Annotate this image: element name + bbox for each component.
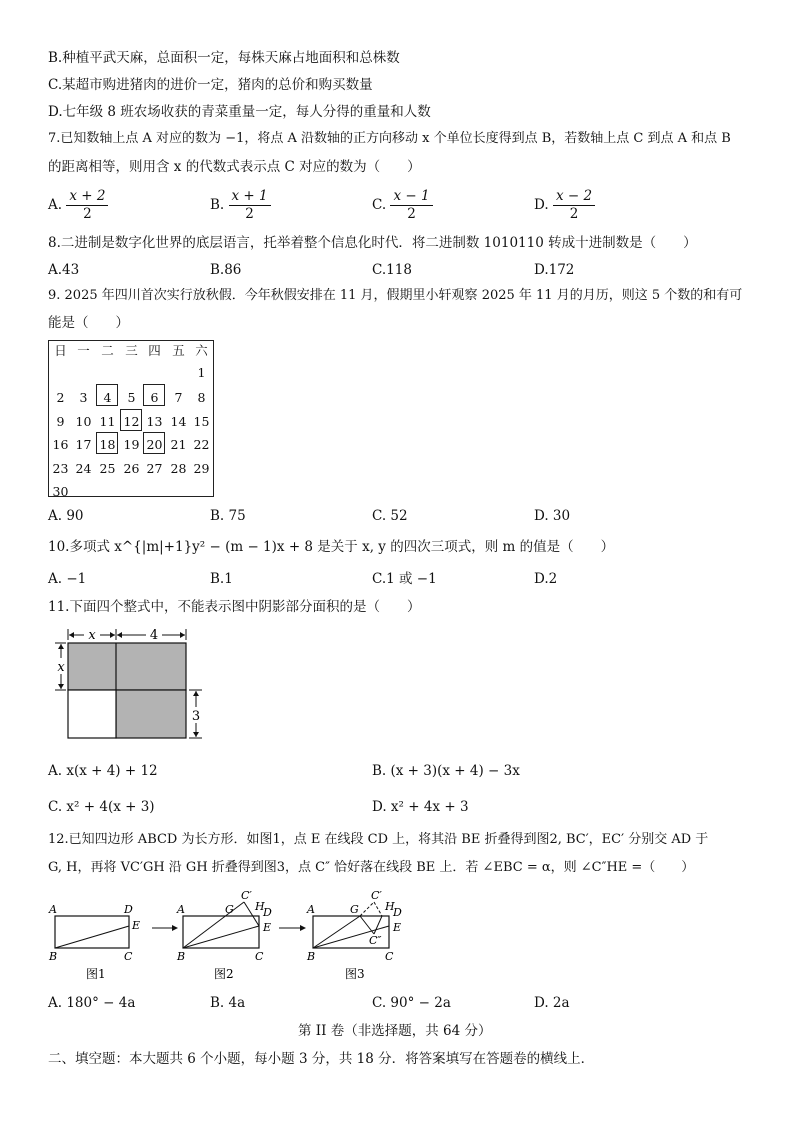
q7-option-c-label: C. xyxy=(372,197,387,213)
q12-figure3-label: 图3 xyxy=(345,967,365,981)
svg-text:D: D xyxy=(393,906,402,919)
calendar-day-cell: 11 xyxy=(99,414,116,429)
svg-text:C: C xyxy=(385,950,394,963)
calendar-header-cell: 五 xyxy=(172,343,185,358)
q11-stem: 11.下面四个整式中，不能表示图中阴影部分面积的是（ ） xyxy=(48,599,421,615)
calendar-day-cell: 17 xyxy=(75,437,92,452)
q6-option-b: B.种植平武天麻，总面积一定，每株天麻占地面积和总株数 xyxy=(48,50,400,66)
calendar-day-cell: 27 xyxy=(146,461,163,476)
fill-in-blank-instructions: 二、填空题：本大题共 6 个小题，每小题 3 分，共 18 分．将答案填写在答题卷的横线上． xyxy=(48,1051,595,1067)
svg-text:B: B xyxy=(177,950,186,963)
calendar-day-cell: 16 xyxy=(52,437,69,452)
q9-option-b: B. 75 xyxy=(210,508,246,524)
q11-top-4-label: 4 xyxy=(149,628,159,643)
calendar-day-cell: 18 xyxy=(99,437,116,452)
svg-text:E: E xyxy=(393,921,402,934)
svg-text:H: H xyxy=(385,900,395,913)
q9-option-d: D. 30 xyxy=(534,508,571,524)
calendar-day-cell: 23 xyxy=(52,461,69,476)
q12-option-b: B. 4a xyxy=(210,995,246,1011)
svg-text:C: C xyxy=(255,950,264,963)
calendar-header-cell: 四 xyxy=(148,343,161,358)
q6-option-d: D.七年级 8 班农场收获的青菜重量一定，每人分得的重量和人数 xyxy=(48,104,431,120)
svg-text:A: A xyxy=(177,903,185,916)
calendar-day-cell: 22 xyxy=(193,437,210,452)
calendar-header-cell: 三 xyxy=(125,343,138,358)
q8-stem: 8.二进制是数字化世界的底层语言，托举着整个信息化时代．将二进制数 1010110 转成十进制数是（ ） xyxy=(48,235,697,251)
calendar-day-cell: 2 xyxy=(56,390,65,405)
calendar-day-cell: 13 xyxy=(146,414,163,429)
calendar-day-cell: 26 xyxy=(123,461,140,476)
q12-option-a: A. 180° − 4a xyxy=(48,995,136,1011)
calendar-day-cell: 12 xyxy=(123,414,140,429)
q7-option-b-label: B. xyxy=(210,197,225,213)
q11-option-a: A. x(x + 4) + 12 xyxy=(48,763,158,779)
q8-option-d: D.172 xyxy=(534,262,575,278)
svg-text:D: D xyxy=(263,906,272,919)
q11-shaded-bottom-right xyxy=(116,690,186,738)
q7-option-a xyxy=(48,188,108,223)
svg-text:C: C xyxy=(124,950,133,963)
q8-option-a: A.43 xyxy=(48,262,80,278)
calendar-header-cell: 二 xyxy=(101,343,114,358)
svg-text:B: B xyxy=(49,950,58,963)
svg-text:D: D xyxy=(124,903,133,916)
calendar-day-cell: 14 xyxy=(170,414,187,429)
q9-stem-line1: 9. 2025 年四川首次实行放秋假．今年秋假安排在 11 月，假期里小轩观察 2025 年 11 月的月历，则这 5 个数的和有可 xyxy=(48,288,743,303)
calendar-day-cell: 7 xyxy=(174,390,183,405)
calendar-day-cell: 20 xyxy=(146,437,163,452)
q11-option-c: C. x² + 4(x + 3) xyxy=(48,799,155,815)
q7-option-a-label: A. xyxy=(48,197,63,213)
q7-option-d xyxy=(534,188,595,223)
q10-option-a: A. −1 xyxy=(48,571,87,587)
q11-shaded-top xyxy=(68,643,186,690)
q7-option-d-label: D. xyxy=(534,197,549,213)
q7-option-b-fraction: $\frac{x + 1}{2}$ xyxy=(229,188,271,223)
q9-stem-line2: 能是（ ） xyxy=(48,315,129,331)
q12-option-d: D. 2a xyxy=(534,995,570,1011)
q12-stem-line1: 12.已知四边形 ABCD 为长方形．如图1，点 E 在线段 CD 上，将其沿 BE 折叠得到图2, BC′，EC′ 分别交 AD 于 xyxy=(48,832,709,847)
calendar-day-cell: 9 xyxy=(56,414,65,429)
calendar-day-cell: 29 xyxy=(193,461,210,476)
q9-option-a: A. 90 xyxy=(48,508,84,524)
calendar-highlight-18 xyxy=(96,432,118,454)
calendar-day-cell: 19 xyxy=(123,437,140,452)
svg-text:E: E xyxy=(132,919,141,932)
svg-text:C′: C′ xyxy=(241,890,252,902)
svg-text:G: G xyxy=(350,903,359,916)
calendar-day-cell: 10 xyxy=(75,414,92,429)
calendar-header-cell: 一 xyxy=(77,343,90,358)
calendar-header-cell: 日 xyxy=(54,343,67,358)
q10-option-d: D.2 xyxy=(534,571,558,587)
svg-text:A: A xyxy=(49,903,57,916)
svg-text:H: H xyxy=(255,900,265,913)
svg-text:C″: C″ xyxy=(369,934,382,947)
q12-figures xyxy=(44,890,414,985)
q7-option-d-fraction: $\frac{x - 2}{2}$ xyxy=(553,188,595,223)
q10-stem: 10.多项式 x^{|m|+1}y² − (m − 1)x + 8 是关于 x, y 的四次三项式，则 m 的值是（ ） xyxy=(48,539,615,555)
q12-stem-line2: G, H，再将 VC′GH 沿 GH 折叠得到图3，点 C″ 恰好落在线段 BE 上．若 ∠EBC = α，则 ∠C″HE =（ ） xyxy=(48,860,695,875)
q12-figure2-label: 图2 xyxy=(214,967,234,981)
calendar-day-cell: 8 xyxy=(197,390,206,405)
calendar-day-cell: 30 xyxy=(52,484,69,499)
svg-text:G: G xyxy=(225,903,234,916)
calendar-day-cell: 15 xyxy=(193,414,210,429)
q7-stem-line2: 的距离相等，则用含 x 的代数式表示点 C 对应的数为（ ） xyxy=(48,159,421,175)
calendar-day-cell: 5 xyxy=(127,390,136,405)
calendar-highlight-20 xyxy=(143,432,165,454)
svg-text:A: A xyxy=(307,903,315,916)
q11-right-3-label: 3 xyxy=(191,709,201,724)
q11-figure xyxy=(50,626,210,746)
q7-stem-line1: 7.已知数轴上点 A 对应的数为 −1，将点 A 沿数轴的正方向移动 x 个单位长度得到点 B，若数轴上点 C 到点 A 和点 B xyxy=(48,131,731,146)
svg-text:E: E xyxy=(263,921,272,934)
q11-option-b: B. (x + 3)(x + 4) − 3x xyxy=(372,763,520,779)
calendar-day-cell: 6 xyxy=(150,390,159,405)
svg-text:B: B xyxy=(307,950,316,963)
q6-option-c: C.某超市购进猪肉的进价一定，猪肉的总价和购买数量 xyxy=(48,77,373,93)
calendar-day-cell: 3 xyxy=(79,390,88,405)
q10-option-c: C.1 或 −1 xyxy=(372,571,437,587)
q11-option-d: D. x² + 4x + 3 xyxy=(372,799,469,815)
q7-option-c-fraction: $\frac{x - 1}{2}$ xyxy=(390,188,432,223)
calendar-highlight-12 xyxy=(120,409,142,431)
calendar-highlight-4 xyxy=(96,384,118,406)
q9-option-c: C. 52 xyxy=(372,508,408,524)
calendar-header-cell: 六 xyxy=(195,343,208,358)
q10-option-b: B.1 xyxy=(210,571,233,587)
q11-white-bottom-left xyxy=(68,690,116,738)
calendar-day-cell: 21 xyxy=(170,437,187,452)
calendar-day-cell: 28 xyxy=(170,461,187,476)
calendar-day-cell: 24 xyxy=(75,461,92,476)
q8-option-c: C.118 xyxy=(372,262,412,278)
q8-option-b: B.86 xyxy=(210,262,242,278)
q7-option-a-fraction: $\frac{x + 2}{2}$ xyxy=(66,188,108,223)
q7-option-c xyxy=(372,188,433,223)
calendar-day-cell: 25 xyxy=(99,461,116,476)
q12-figure1-label: 图1 xyxy=(86,967,106,981)
calendar-highlight-6 xyxy=(143,384,165,406)
q7-option-b xyxy=(210,188,271,223)
q12-option-c: C. 90° − 2a xyxy=(372,995,451,1011)
calendar-day-cell: 1 xyxy=(197,365,206,380)
calendar xyxy=(48,340,214,497)
svg-text:C′: C′ xyxy=(371,890,382,902)
section-2-title: 第 II 卷（非选择题，共 64 分） xyxy=(298,1023,492,1039)
calendar-day-cell: 4 xyxy=(103,390,112,405)
q11-left-x-label: x xyxy=(57,660,65,675)
q11-top-x-label: x xyxy=(88,628,96,643)
